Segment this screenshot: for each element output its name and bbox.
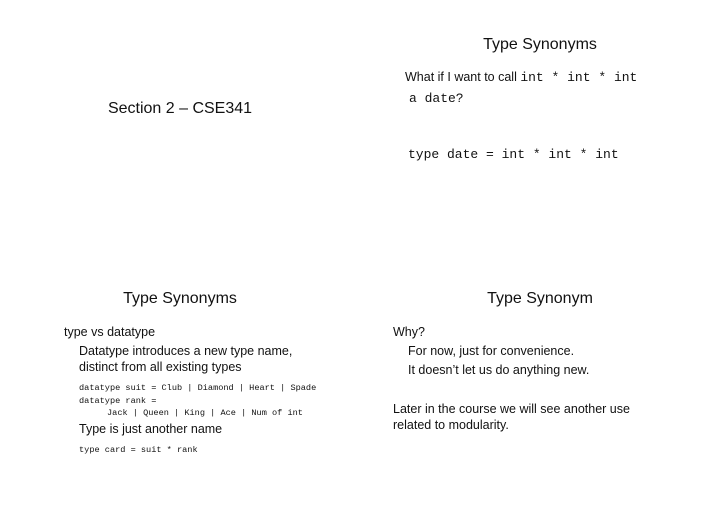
slide-type-vs-datatype xyxy=(0,255,360,510)
slide-4-title: Type Synonym xyxy=(487,290,593,307)
question-prefix: What if I want to call xyxy=(405,70,521,84)
slide-2-title: Type Synonyms xyxy=(483,36,597,53)
slide-4-why: Why? xyxy=(393,325,425,339)
slide-3-point1-line1: Datatype introduces a new type name, xyxy=(79,344,293,358)
datatype-suit-code: datatype suit = Club | Diamond | Heart | Spade xyxy=(79,383,317,393)
slide-3-heading: type vs datatype xyxy=(64,325,156,339)
slide-4-later-line2: related to modularity. xyxy=(393,418,509,432)
slide-4-later-line1: Later in the course we will see another use xyxy=(393,402,630,416)
slide-title xyxy=(0,0,360,255)
question-code: int * int * int xyxy=(520,70,638,85)
question-suffix: a date? xyxy=(409,91,464,106)
slide-1-title: Section 2 – CSE341 xyxy=(107,100,253,117)
type-card-code: type card = suit * rank xyxy=(79,445,198,455)
slide-type-synonyms-intro xyxy=(360,0,720,255)
datatype-rank-code: datatype rank = xyxy=(79,396,157,406)
slide-2-question-line xyxy=(405,70,637,85)
slide-4-point2: It doesn’t let us do anything new. xyxy=(408,363,590,377)
datatype-rank-constructors-code: Jack | Queen | King | Ace | Num of int xyxy=(107,408,303,418)
slide-3-title: Type Synonyms xyxy=(123,290,237,307)
slide-type-synonym-why xyxy=(360,255,720,510)
type-date-code: type date = int * int * int xyxy=(408,147,619,162)
slide-3-point1-line2: distinct from all existing types xyxy=(79,360,242,374)
slide-3-point2: Type is just another name xyxy=(79,422,223,436)
slide-4-point1: For now, just for convenience. xyxy=(408,344,575,358)
